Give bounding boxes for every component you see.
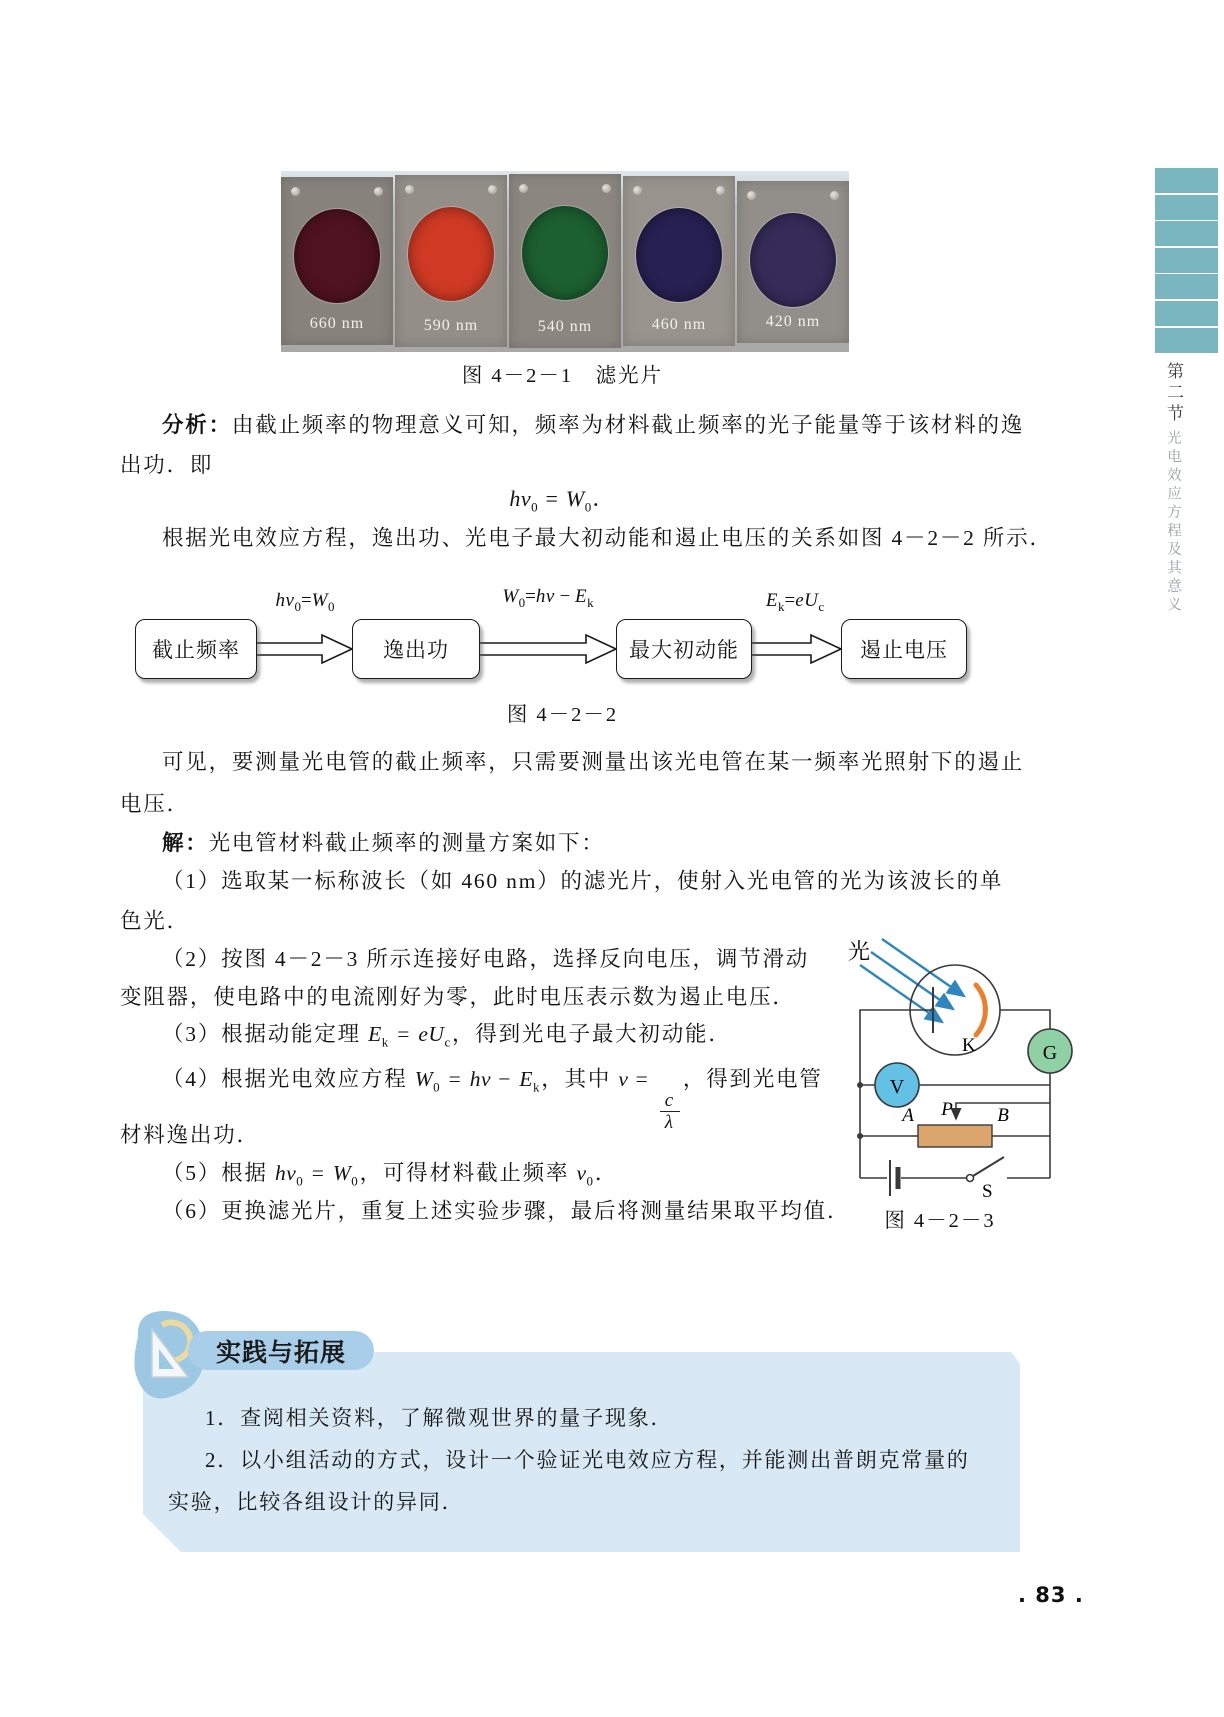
galvanometer-label: G	[1042, 1042, 1058, 1064]
equation-hv0-w0: $h\nu_0 = W_0$．	[509, 486, 616, 515]
filter-label: 540 nm	[537, 318, 593, 335]
step1-line-2: 色光．	[120, 909, 190, 933]
filter-glass-540	[522, 206, 608, 300]
cathode-arc	[976, 985, 985, 1035]
figure-4-2-2-caption: 图 4－2－2	[506, 704, 619, 726]
filter-glass-460	[636, 208, 722, 302]
switch-pivot	[967, 1175, 974, 1182]
flow-box-stopping-voltage: 遏止电压	[841, 619, 967, 679]
step2-line-1: （2）按图 4－2－3 所示连接好电路，选择反向电压，调节滑动	[162, 947, 810, 971]
light-label: 光	[848, 939, 871, 964]
flow-box-work-function: 逸出功	[352, 619, 480, 679]
rheostat-a-label: A	[902, 1105, 914, 1126]
flow-arrow-label-3: $E_k=eU_c$	[765, 590, 825, 614]
step5-line: （5）根据 $h\nu_0 = W_0$，可得材料截止频率 $\nu_0$．	[162, 1161, 619, 1189]
figure-filters-photo	[281, 171, 849, 352]
junction-dot	[857, 1082, 863, 1088]
circuit-diagram	[770, 855, 1082, 1247]
analysis-line-2: 出功．即	[120, 453, 214, 477]
step1-line-1: （1）选取某一标称波长（如 460 nm）的滤光片，使射入光电管的光为该波长的单	[162, 869, 1004, 893]
kejian-line-2: 电压．	[120, 792, 190, 816]
practice-item-1: 1．查阅相关资料，了解微观世界的量子现象．	[205, 1406, 674, 1430]
rheostat-b-label: B	[997, 1105, 1009, 1126]
filter-plate	[281, 177, 393, 345]
sidebar-tab	[1155, 328, 1218, 353]
practice-item-2-line-1: 2．以小组活动的方式，设计一个验证光电效应方程，并能测出普朗克常量的	[205, 1448, 970, 1472]
filter-glass-660	[294, 209, 380, 303]
step3-line: （3）根据动能定理 $E_k = eU_c$，得到光电子最大初动能．	[162, 1022, 732, 1050]
step4-line-2: 材料逸出功．	[120, 1123, 260, 1147]
sidebar-tab	[1155, 195, 1218, 220]
flow-box-cutoff-frequency: 截止频率	[135, 619, 257, 679]
sidebar-section-label: 第二节	[1164, 362, 1183, 425]
filter-label: 660 nm	[309, 315, 365, 332]
step4-line-1: （4）根据光电效应方程 $W_0 = h\nu - E_k$，其中 ν = $\frac{c}{\lambda}$ ，得到光电管	[162, 1067, 823, 1134]
sidebar-tab	[1155, 274, 1218, 299]
sidebar-tab	[1155, 301, 1218, 326]
sidebar-tab	[1155, 221, 1218, 246]
filter-glass-420	[750, 213, 836, 307]
step6-line: （6）更换滤光片，重复上述实验步骤，最后将测量结果取平均值．	[162, 1199, 851, 1223]
rheostat	[918, 1125, 992, 1147]
filter-glass-590	[408, 207, 494, 301]
page-number: . 83 .	[1018, 1583, 1084, 1607]
relation-line: 根据光电效应方程，逸出功、光电子最大初动能和遏止电压的关系如图 4－2－2 所示．	[162, 526, 1053, 550]
sidebar-tab	[1155, 248, 1218, 273]
voltmeter-label: V	[889, 1076, 905, 1098]
filter-plate	[509, 174, 621, 348]
hollow-arrow-icon	[750, 635, 841, 663]
hollow-arrow-icon	[255, 635, 352, 663]
practice-title-pill	[188, 1331, 374, 1370]
filter-label: 590 nm	[423, 317, 479, 334]
rheostat-p-label: P	[941, 1099, 953, 1120]
filter-plate	[623, 176, 735, 346]
sidebar-section-title: 光电效应方程及其意义	[1165, 430, 1181, 615]
figure-4-2-3-caption: 图 4－2－3	[884, 1210, 996, 1232]
practice-item-2-line-2: 实验，比较各组设计的异同．	[168, 1490, 465, 1514]
sidebar-tab	[1155, 168, 1218, 193]
filter-label: 420 nm	[765, 313, 821, 330]
wire-right-top	[1000, 1010, 1050, 1029]
kejian-line-1: 可见，要测量光电管的截止频率，只需要测量出该光电管在某一频率光照射下的遏止	[162, 750, 1025, 774]
flow-arrow-label-1: $h\nu_0=W_0$	[275, 590, 335, 614]
filter-plate	[737, 181, 849, 343]
hollow-arrow-icon	[478, 635, 616, 663]
solution-lead: 解：光电管材料截止频率的测量方案如下：	[162, 831, 605, 855]
cathode-label: K	[962, 1035, 976, 1056]
flow-box-max-kinetic-energy: 最大初动能	[616, 619, 752, 679]
practice-title: 实践与拓展	[215, 1338, 346, 1367]
flow-arrow-label-2: $W_0=h\nu - E_k$	[502, 586, 594, 610]
junction-dot	[857, 1133, 863, 1139]
analysis-line-1: 分析：由截止频率的物理意义可知，频率为材料截止频率的光子能量等于该材料的逸	[162, 413, 1025, 437]
step2-line-2: 变阻器，使电路中的电流刚好为零，此时电压表示数为遏止电压．	[120, 985, 796, 1009]
filter-label: 460 nm	[651, 316, 707, 333]
switch-lever	[973, 1157, 1004, 1176]
filter-plate	[395, 175, 507, 347]
figure-4-2-1-caption: 图 4－2－1 滤光片	[461, 365, 664, 387]
switch-label: S	[982, 1181, 993, 1202]
sidebar-tab-column	[1155, 168, 1218, 354]
